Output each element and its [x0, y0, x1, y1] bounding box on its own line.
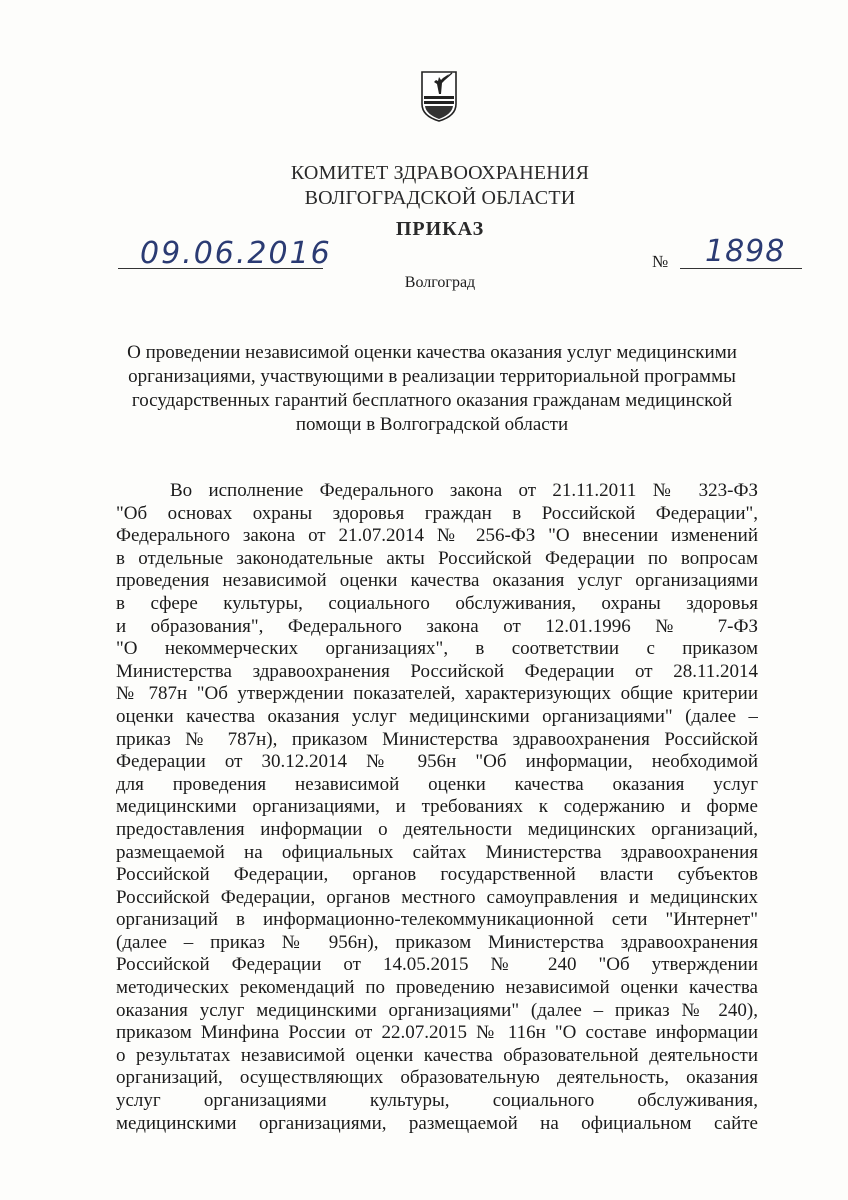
body-line: (далее – приказ № 956н), приказом Министерства здравоохранения — [116, 931, 758, 953]
order-title — [100, 341, 764, 437]
body-line: организаций в информационно-телекоммуникационной сети "Интернет" — [116, 909, 758, 931]
body-line: № 787н "Об утверждении показателей, характеризующих общие критерии — [116, 683, 758, 705]
body-line: "О некоммерческих организациях", в соответствии с приказом — [116, 638, 758, 660]
body-line: приказ № 787н), приказом Министерства здравоохранения Российской — [116, 728, 758, 750]
date-underline — [118, 268, 323, 269]
body-line: приказом Минфина России от 22.07.2015 № 116н "О составе информации — [116, 1022, 758, 1044]
body-line: и образования", Федерального закона от 12.01.1996 № 7-ФЗ — [116, 615, 758, 637]
body-line: Российской Федерации от 14.05.2015 № 240 "Об утверждении — [116, 954, 758, 976]
body-line: в отдельные законодательные акты Российской Федерации по вопросам — [116, 547, 758, 569]
body-line: предоставления информации о деятельности медицинских организаций, — [116, 818, 758, 840]
body-line: Российской Федерации, органов государственной власти субъектов — [116, 864, 758, 886]
body-line: в сфере культуры, социального обслуживания, охраны здоровья — [116, 592, 758, 614]
city-name: Волгоград — [404, 274, 476, 291]
volgograd-coat-of-arms-emblem — [419, 70, 459, 122]
title-line: государственных гарантий бесплатного оказания гражданам медицинской — [131, 390, 733, 411]
title-line: помощи в Волгоградской области — [295, 414, 569, 435]
body-line: медицинскими организациями, размещаемой на официальном сайте — [116, 1112, 758, 1134]
body-line: Министерства здравоохранения Российской Федерации от 28.11.2014 — [116, 660, 758, 682]
body-line: методических рекомендаций по проведению независимой оценки качества — [116, 977, 758, 999]
body-line: Федерального закона от 21.07.2014 № 256-ФЗ "О внесении изменений — [116, 525, 758, 547]
number-underline — [680, 268, 802, 269]
body-line: медицинскими организациями, и требованиях к содержанию и форме — [116, 796, 758, 818]
organization-name-line-1: КОМИТЕТ ЗДРАВООХРАНЕНИЯ — [290, 162, 590, 184]
document-type-heading: ПРИКАЗ — [395, 218, 485, 240]
body-line: оказания услуг медицинскими организациями" (далее – приказ № 240), — [116, 999, 758, 1021]
body-line: для проведения независимой оценки качества оказания услуг — [116, 773, 758, 795]
order-body-text — [116, 480, 758, 1135]
handwritten-order-number: 1898 — [705, 234, 786, 269]
body-line: оценки качества оказания услуг медицинскими организациями" (далее – — [116, 705, 758, 727]
body-line: "Об основах охраны здоровья граждан в Российской Федерации", — [116, 502, 758, 524]
organization-name-line-2: ВОЛГОГРАДСКОЙ ОБЛАСТИ — [304, 187, 576, 209]
body-line: Во исполнение Федерального закона от 21.11.2011 № 323-ФЗ — [170, 480, 758, 501]
body-line: проведения независимой оценки качества оказания услуг организациями — [116, 570, 758, 592]
body-line: услуг организациями культуры, социального обслуживания, — [116, 1090, 758, 1112]
body-line: организаций, осуществляющих образовательную деятельность, оказания — [116, 1067, 758, 1089]
body-line: Российской Федерации, органов местного самоуправления и медицинских — [116, 886, 758, 908]
body-line: размещаемой на официальных сайтах Министерства здравоохранения — [116, 841, 758, 863]
handwritten-date: 09.06.2016 — [140, 236, 332, 271]
title-line: О проведении независимой оценки качества оказания услуг медицинскими — [127, 342, 737, 363]
body-line: о результатах независимой оценки качества образовательной деятельности — [116, 1044, 758, 1066]
number-label: № — [652, 252, 669, 271]
title-line: организациями, участвующими в реализации территориальной программы — [128, 366, 736, 387]
body-line: Федерации от 30.12.2014 № 956н "Об информации, необходимой — [116, 751, 758, 773]
